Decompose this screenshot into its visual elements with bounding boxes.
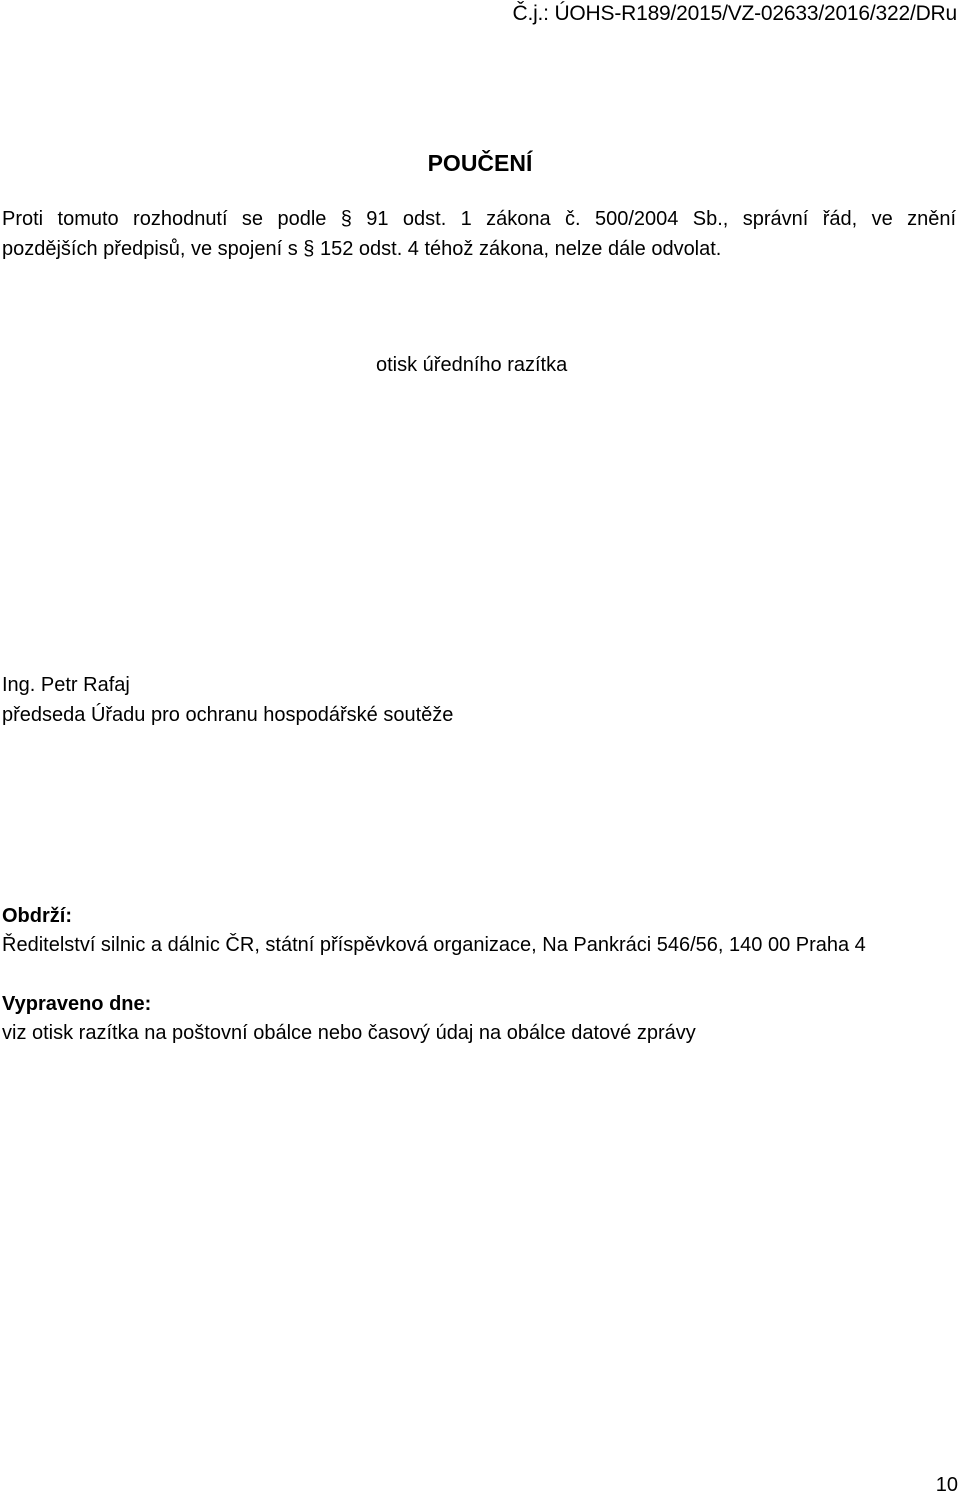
signatory-title: předseda Úřadu pro ochranu hospodářské soutěže — [2, 704, 454, 726]
signatory-name: Ing. Petr Rafaj — [2, 674, 130, 696]
recipients-value: Ředitelství silnic a dálnic ČR, státní příspěvková organizace, Na Pankráci 546/56, 140 00 Praha 4 — [2, 934, 866, 956]
instruction-heading: POUČENÍ — [427, 150, 533, 176]
page-number: 10 — [935, 1474, 958, 1496]
recipients-label: Obdrží: — [2, 905, 72, 927]
dispatch-value: viz otisk razítka na poštovní obálce nebo časový údaj na obálce datové zprávy — [2, 1022, 696, 1044]
official-stamp-note: otisk úředního razítka — [376, 354, 568, 376]
case-reference-number: Č.j.: ÚOHS-R189/2015/VZ-02633/2016/322/DRu — [512, 2, 957, 25]
instruction-text-line-1: Proti tomuto rozhodnutí se podle § 91 odst. 1 zákona č. 500/2004 Sb., správní řád, ve znění — [2, 208, 956, 230]
dispatch-label: Vypraveno dne: — [2, 993, 152, 1015]
instruction-text-line-2: pozdějších předpisů, ve spojení s § 152 odst. 4 téhož zákona, nelze dále odvolat. — [2, 238, 722, 260]
